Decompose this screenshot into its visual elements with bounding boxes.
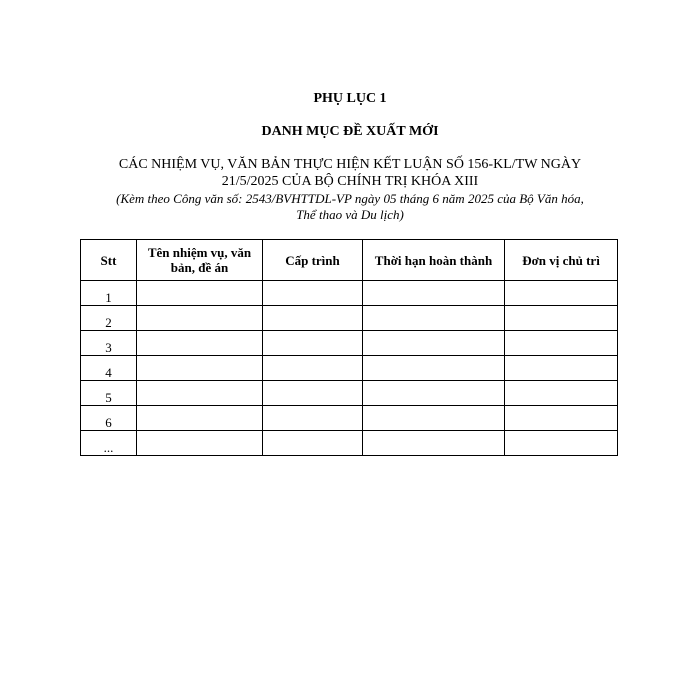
cell-task-name bbox=[137, 306, 263, 331]
cell-task-name bbox=[137, 431, 263, 456]
cell-submission-level bbox=[263, 306, 363, 331]
cell-submission-level bbox=[263, 431, 363, 456]
row-number: 4 bbox=[81, 356, 137, 381]
cell-submission-level bbox=[263, 381, 363, 406]
cell-submission-level bbox=[263, 281, 363, 306]
proposal-table bbox=[80, 239, 618, 456]
cell-lead-unit bbox=[505, 406, 618, 431]
cell-deadline bbox=[363, 281, 505, 306]
row-number: 1 bbox=[81, 281, 137, 306]
cell-deadline bbox=[363, 406, 505, 431]
row-number: 3 bbox=[81, 331, 137, 356]
row-number: 6 bbox=[81, 406, 137, 431]
cell-deadline bbox=[363, 331, 505, 356]
cell-submission-level bbox=[263, 356, 363, 381]
reference-note-line-1: (Kèm theo Công văn số: 2543/BVHTTDL-VP ngày 05 tháng 6 năm 2025 của Bộ Văn hóa, bbox=[116, 191, 584, 206]
cell-submission-level bbox=[263, 406, 363, 431]
cell-task-name bbox=[137, 406, 263, 431]
table-row bbox=[81, 381, 618, 406]
row-number: 2 bbox=[81, 306, 137, 331]
row-number: 5 bbox=[81, 381, 137, 406]
heading-line-2: 21/5/2025 CỦA BỘ CHÍNH TRỊ KHÓA XIII bbox=[221, 174, 479, 189]
table-row bbox=[81, 281, 618, 306]
cell-deadline bbox=[363, 431, 505, 456]
cell-deadline bbox=[363, 356, 505, 381]
cell-deadline bbox=[363, 306, 505, 331]
cell-submission-level bbox=[263, 331, 363, 356]
cell-lead-unit bbox=[505, 306, 618, 331]
appendix-label: PHỤ LỤC 1 bbox=[313, 91, 387, 106]
cell-lead-unit bbox=[505, 331, 618, 356]
table-header-row bbox=[81, 240, 618, 281]
column-header-stt: Stt bbox=[81, 240, 137, 281]
cell-lead-unit bbox=[505, 381, 618, 406]
column-header-lead-unit: Đơn vị chủ trì bbox=[505, 240, 618, 281]
column-header-deadline: Thời hạn hoàn thành bbox=[363, 240, 505, 281]
table-row bbox=[81, 306, 618, 331]
heading-line-1: CÁC NHIỆM VỤ, VĂN BẢN THỰC HIỆN KẾT LUẬN SỐ 156-KL/TW NGÀY bbox=[118, 157, 582, 172]
column-header-task-name: Tên nhiệm vụ, văn bản, đề án bbox=[137, 240, 263, 281]
cell-lead-unit bbox=[505, 281, 618, 306]
cell-lead-unit bbox=[505, 356, 618, 381]
cell-deadline bbox=[363, 381, 505, 406]
table-row bbox=[81, 356, 618, 381]
cell-task-name bbox=[137, 281, 263, 306]
cell-lead-unit bbox=[505, 431, 618, 456]
cell-task-name bbox=[137, 331, 263, 356]
reference-note-line-2: Thể thao và Du lịch) bbox=[296, 207, 404, 222]
column-header-submission-level: Cấp trình bbox=[263, 240, 363, 281]
table-row bbox=[81, 331, 618, 356]
table-row bbox=[81, 406, 618, 431]
cell-task-name bbox=[137, 356, 263, 381]
table-row bbox=[81, 431, 618, 456]
list-title: DANH MỤC ĐỀ XUẤT MỚI bbox=[261, 124, 439, 139]
cell-task-name bbox=[137, 381, 263, 406]
row-number: ... bbox=[81, 431, 137, 456]
